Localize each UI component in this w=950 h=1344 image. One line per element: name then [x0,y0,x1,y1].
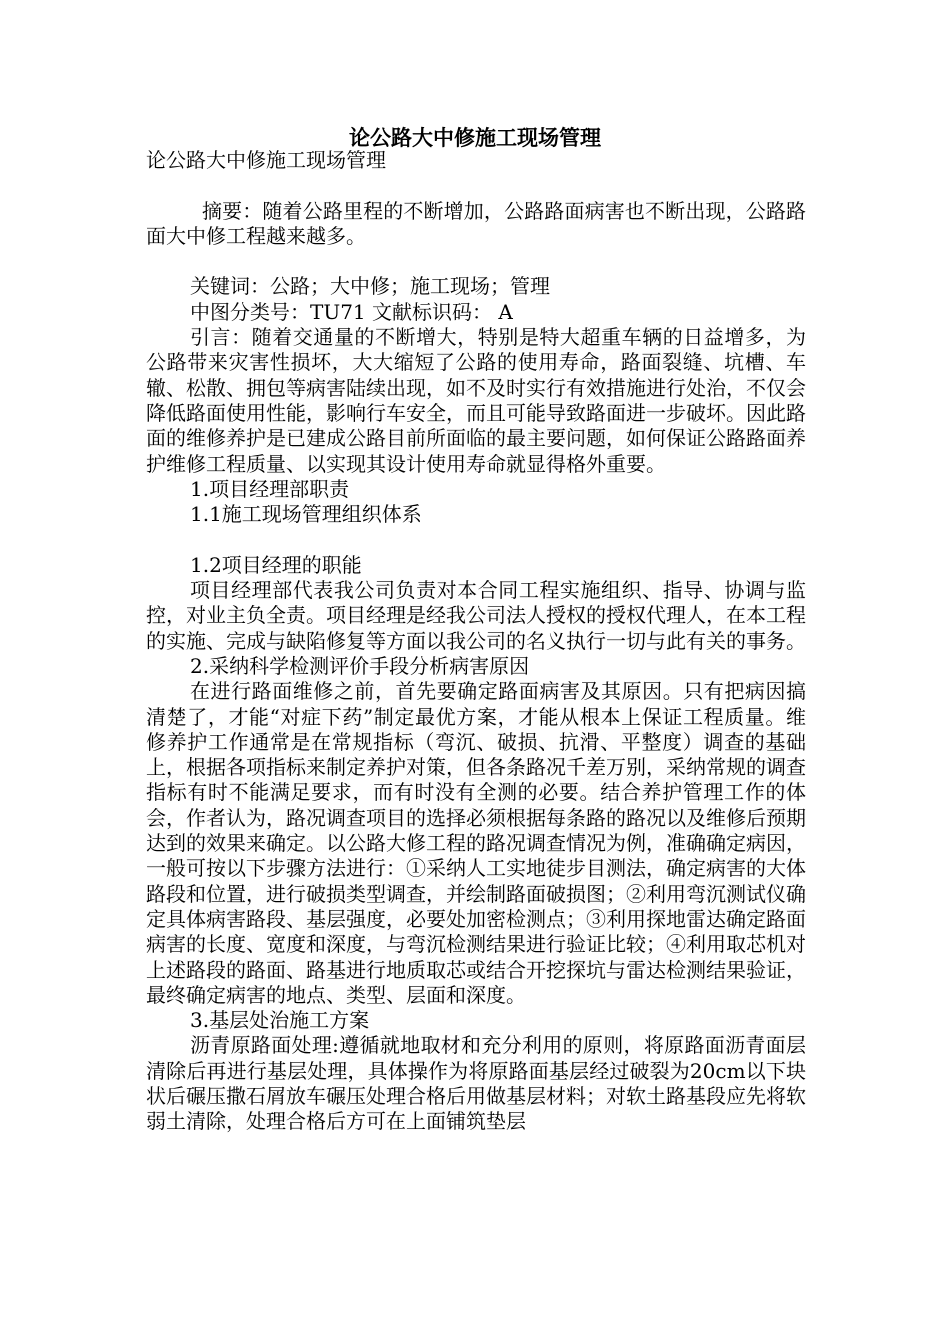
section-heading-3: 3.基层处治施工方案 [190,1008,370,1033]
paragraph-1-2: 项目经理部代表我公司负责对本合同工程实施组织、指导、协调与监控，对业主负全责。项目经理是经我公司法人授权的授权代理人，在本工程的实施、完成与缺陷修复等方面以我公司的名义执行一切与此有关的事务。 [146,578,806,653]
paragraph-3: 沥青原路面处理:遵循就地取材和充分利用的原则，将原路面沥青面层清除后再进行基层处理，具体操作为将原路面基层经过破裂为20cm以下块状后碾压撒石屑放车碾压处理合格后用做基层材料；对软土路基段应先将软弱土清除，处理合格后方可在上面铺筑垫层 [146,1033,806,1134]
keywords-line: 关键词：公路；大中修；施工现场；管理 [190,274,550,299]
section-heading-2: 2.采纳科学检测评价手段分析病害原因 [190,653,530,678]
intro-paragraph: 引言：随着交通量的不断增大，特别是特大超重车辆的日益增多，为公路带来灾害性损坏，大大缩短了公路的使用寿命，路面裂缝、坑槽、车辙、松散、拥包等病害陆续出现，如不及时实行有效措施进行处治，不仅会降低路面使用性能，影响行车安全，而且可能导致路面进一步破坏。因此路面的维修养护是已建成公路目前所面临的最主要问题，如何保证公路路面养护维修工程质量、以实现其设计使用寿命就显得格外重要。 [146,325,806,476]
section-heading-1: 1.项目经理部职责 [190,476,350,501]
section-heading-1-2: 1.2项目经理的职能 [190,552,362,577]
blank-line [146,527,806,552]
section-heading-1-1: 1.1施工现场管理组织体系 [190,502,422,527]
document-body [146,148,806,1135]
document-title: 论公路大中修施工现场管理 [349,125,601,150]
paragraph-2: 在进行路面维修之前，首先要确定路面病害及其原因。只有把病因搞清楚了，才能“对症下药”制定最优方案，才能从根本上保证工程质量。维修养护工作通常是在常规指标（弯沉、破损、抗滑、平整度）调查的基础上，根据各项指标来制定养护对策，但各条路况千差万别，采纳常规的调查指标有时不能满足要求，而有时没有全测的必要。结合养护管理工作的体会，作者认为，路况调查项目的选择必须根据每条路的路况以及维修后预期达到的效果来确定。以公路大修工程的路况调查情况为例，准确确定病因，一般可按以下步骤方法进行：①采纳人工实地徒步目测法，确定病害的大体路段和位置，进行破损类型调查，并绘制路面破损图；②利用弯沉测试仪确定具体病害路段、基层强度，必要处加密检测点；③利用探地雷达确定路面病害的长度、宽度和深度，与弯沉检测结果进行验证比较；④利用取芯机对上述路段的路面、路基进行地质取芯或结合开挖探坑与雷达检测结果验证，最终确定病害的地点、类型、层面和深度。 [146,679,806,1007]
classification-line: 中图分类号：TU71 文献标识码： A [190,299,513,324]
subtitle: 论公路大中修施工现场管理 [146,148,386,172]
blank-line [146,249,806,274]
abstract-paragraph: 摘要：随着公路里程的不断增加，公路路面病害也不断出现，公路路面大中修工程越来越多。 [146,198,806,248]
blank-line [146,173,806,198]
